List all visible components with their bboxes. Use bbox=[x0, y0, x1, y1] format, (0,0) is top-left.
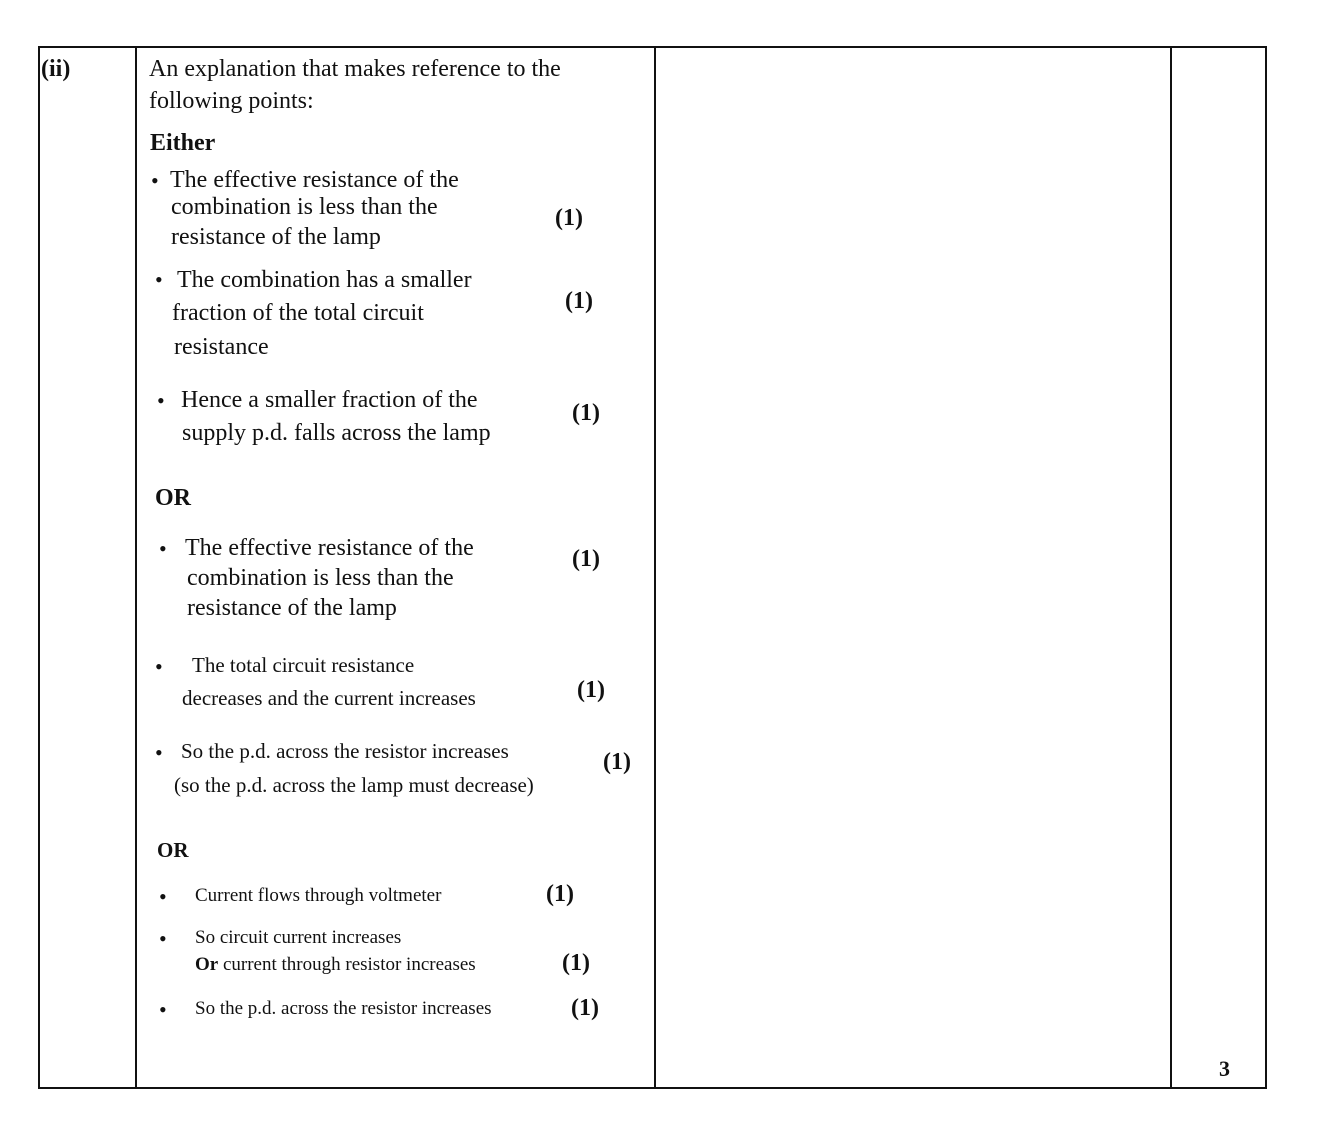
bullet: • bbox=[159, 536, 167, 561]
point-line: So the p.d. across the resistor increases bbox=[181, 739, 509, 763]
point-line: resistance bbox=[174, 334, 269, 360]
point-line: So the p.d. across the resistor increases bbox=[195, 998, 492, 1019]
column-divider bbox=[1170, 48, 1172, 1087]
either-label: Either bbox=[150, 130, 216, 156]
point-line: combination is less than the bbox=[187, 565, 454, 591]
point-line: (so the p.d. across the lamp must decrease) bbox=[174, 773, 534, 797]
bullet: • bbox=[159, 926, 167, 951]
point-line: So circuit current increases bbox=[195, 927, 402, 948]
point-line: resistance of the lamp bbox=[187, 595, 397, 621]
bullet: • bbox=[159, 997, 167, 1022]
bullet: • bbox=[155, 654, 163, 679]
bullet: • bbox=[159, 884, 167, 909]
mark: (1) bbox=[603, 749, 631, 775]
point-line: Current flows through voltmeter bbox=[195, 885, 442, 906]
bullet: • bbox=[155, 267, 163, 292]
point-line: fraction of the total circuit bbox=[172, 300, 424, 326]
mark: (1) bbox=[572, 546, 600, 572]
mark: (1) bbox=[546, 881, 574, 907]
bullet: • bbox=[151, 168, 159, 193]
part-label: (ii) bbox=[41, 56, 71, 82]
point-line: The effective resistance of the bbox=[185, 535, 474, 561]
point-line-rest: current through resistor increases bbox=[218, 954, 476, 975]
point-line bbox=[195, 955, 476, 974]
mark: (1) bbox=[562, 950, 590, 976]
total-marks: 3 bbox=[1219, 1056, 1230, 1081]
point-line: Hence a smaller fraction of the bbox=[181, 387, 478, 413]
column-divider bbox=[135, 48, 137, 1087]
point-line: supply p.d. falls across the lamp bbox=[182, 420, 491, 446]
intro-line: following points: bbox=[149, 88, 314, 114]
mark: (1) bbox=[572, 400, 600, 426]
point-line: resistance of the lamp bbox=[171, 224, 381, 250]
bullet: • bbox=[157, 388, 165, 413]
mark: (1) bbox=[577, 677, 605, 703]
or-label: OR bbox=[157, 838, 189, 862]
point-line: decreases and the current increases bbox=[182, 686, 476, 710]
or-label: OR bbox=[155, 485, 191, 511]
bullet: • bbox=[155, 740, 163, 765]
or-word: Or bbox=[195, 954, 219, 975]
column-divider bbox=[654, 48, 656, 1087]
point-line: The total circuit resistance bbox=[192, 653, 415, 677]
mark: (1) bbox=[571, 995, 599, 1021]
point-line: The combination has a smaller bbox=[177, 267, 472, 293]
intro-line: An explanation that makes reference to the bbox=[149, 56, 561, 82]
mark: (1) bbox=[555, 205, 583, 231]
mark: (1) bbox=[565, 288, 593, 314]
point-line: combination is less than the bbox=[171, 194, 438, 220]
point-line: The effective resistance of the bbox=[170, 167, 459, 193]
